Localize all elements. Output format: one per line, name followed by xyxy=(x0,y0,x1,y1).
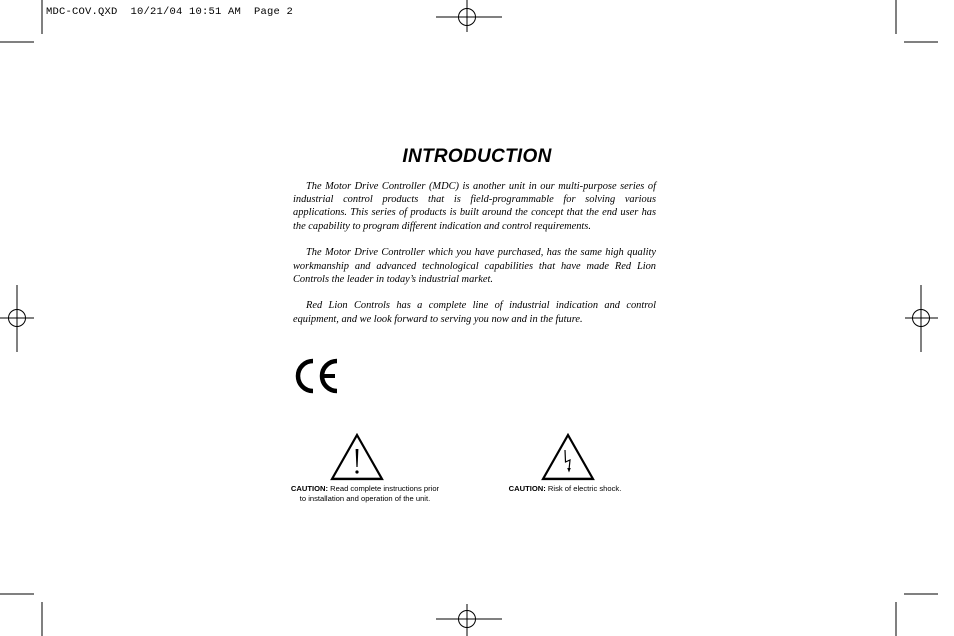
registration-mark-bottom xyxy=(436,604,502,636)
caution-text-line-1: Read complete instructions prior xyxy=(330,484,440,493)
file-slug-line: MDC-COV.QXD 10/21/04 10:51 AM Page 2 xyxy=(46,6,294,18)
caution-shock-caption xyxy=(498,484,632,494)
registration-mark-left xyxy=(0,285,34,352)
caution-instructions-caption xyxy=(282,484,448,504)
ce-mark-icon xyxy=(294,358,340,394)
warning-exclamation-icon xyxy=(330,433,384,481)
caution-text-line-2: to installation and operation of the unit. xyxy=(299,494,431,503)
intro-paragraph-3: Red Lion Controls has a complete line of industrial indication and control equipment, and we look forward to serving you now and in the future. xyxy=(293,300,656,325)
registration-mark-right xyxy=(905,285,938,352)
introduction-text xyxy=(293,180,656,339)
caution-label: CAUTION: xyxy=(290,484,329,493)
registration-mark-top xyxy=(436,0,502,32)
caution-label: CAUTION: xyxy=(508,484,546,493)
intro-paragraph-2: The Motor Drive Controller which you have purchased, has the same high quality workmanship and advanced technological capabilities that have made Red Lion Controls the leader in today’s industrial market. xyxy=(293,247,656,285)
page-title: INTRODUCTION xyxy=(402,146,552,167)
intro-paragraph-1: The Motor Drive Controller (MDC) is another unit in our multi-purpose series of industrial control products that is field-programmable for solving various applications. This series of products is built around the concept that the end user has the capability to program different indication and control requirements. xyxy=(293,181,656,232)
caution-shock-text: Risk of electric shock. xyxy=(547,484,622,493)
electric-shock-icon xyxy=(541,433,595,481)
